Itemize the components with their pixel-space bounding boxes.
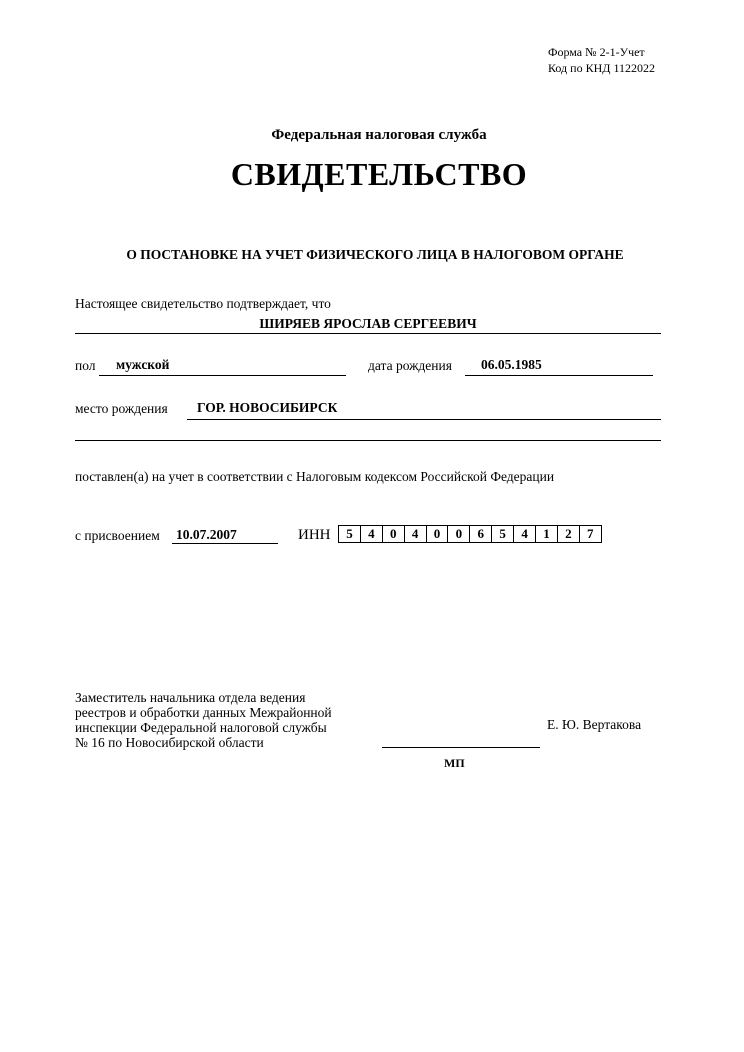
agency-name: Федеральная налоговая служба	[271, 127, 487, 143]
assignment-label: с присвоением	[75, 528, 160, 543]
inn-digit: 4	[361, 525, 383, 543]
signatory-name: Е. Ю. Вертакова	[547, 717, 642, 732]
position-line: Заместитель начальника отдела ведения	[75, 690, 306, 705]
birth-date-value: 06.05.1985	[481, 357, 542, 372]
birth-place-value: ГОР. НОВОСИБИРСК	[197, 400, 338, 415]
form-number: Форма № 2-1-Учет	[548, 45, 645, 59]
registered-text: поставлен(а) на учет в соответствии с Налоговым кодексом Российской Федерации	[75, 469, 555, 484]
knd-code: Код по КНД 1122022	[548, 61, 655, 75]
inn-digit: 4	[514, 525, 536, 543]
inn-digit: 0	[448, 525, 470, 543]
document-title: СВИДЕТЕЛЬСТВО	[230, 156, 528, 192]
birth-date-underline	[465, 375, 653, 376]
inn-digit: 1	[536, 525, 558, 543]
sex-value: мужской	[116, 357, 170, 372]
position-line: реестров и обработки данных Межрайонной	[75, 705, 332, 720]
birth-place-underline	[187, 419, 661, 420]
inn-digit: 4	[405, 525, 427, 543]
inn-digit: 2	[558, 525, 580, 543]
sex-underline	[99, 375, 346, 376]
position-line: инспекции Федеральной налоговой службы	[75, 720, 327, 735]
birth-date-label: дата рождения	[368, 358, 452, 373]
birth-place-underline-2	[75, 440, 661, 441]
inn-digit: 7	[580, 525, 602, 543]
assignment-date: 10.07.2007	[176, 527, 237, 542]
inn-cells	[338, 525, 602, 543]
inn-digit: 5	[339, 525, 361, 543]
confirm-text: Настоящее свидетельство подтверждает, что	[75, 296, 331, 311]
inn-digit: 6	[470, 525, 492, 543]
full-name-underline	[75, 333, 661, 334]
inn-label: ИНН	[298, 527, 331, 543]
document-subtitle: О ПОСТАНОВКЕ НА УЧЕТ ФИЗИЧЕСКОГО ЛИЦА В НАЛОГОВОМ ОРГАНЕ	[126, 247, 624, 262]
signatory-position	[75, 690, 332, 750]
sex-label: пол	[75, 358, 96, 373]
stamp-place: МП	[444, 756, 465, 770]
inn-digit: 5	[492, 525, 514, 543]
birth-place-label: место рождения	[75, 401, 168, 416]
signature-line	[382, 747, 540, 748]
full-name: ШИРЯЕВ ЯРОСЛАВ СЕРГЕЕВИЧ	[259, 316, 477, 331]
assignment-date-underline	[172, 543, 278, 544]
inn-digit: 0	[427, 525, 449, 543]
inn-digit: 0	[383, 525, 405, 543]
position-line: № 16 по Новосибирской области	[75, 735, 264, 750]
form-code-block	[548, 44, 655, 76]
